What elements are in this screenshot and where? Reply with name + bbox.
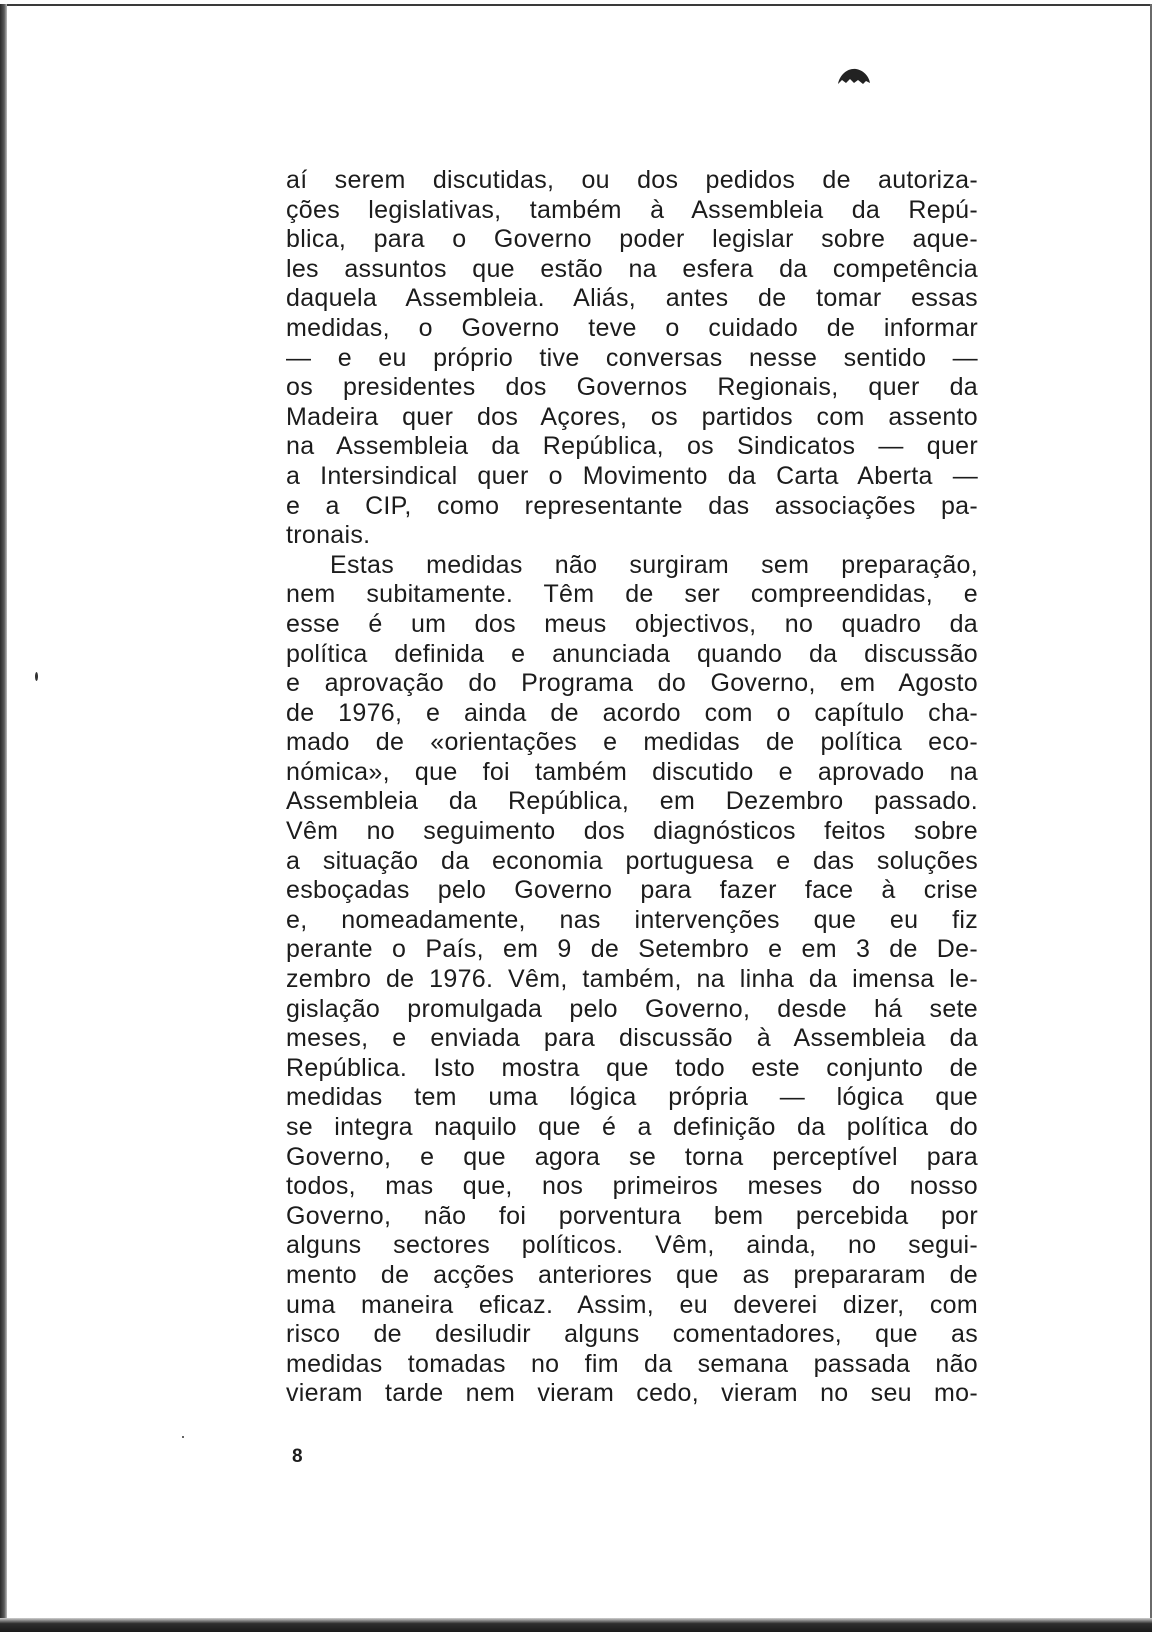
text-line: meses, e enviada para discussão à Assembleia da [286,1024,978,1053]
text-line: uma maneira eficaz. Assim, eu deverei dizer, com [286,1290,978,1319]
text-line: e a CIP, como representante das associações pa- [286,491,978,520]
text-line: alguns sectores políticos. Vêm, ainda, no segui- [286,1231,978,1260]
text-line: medidas tomadas no fim da semana passada não [286,1349,978,1378]
text-line: Vêm no seguimento dos diagnósticos feitos sobre [286,817,978,846]
scan-speck [35,672,38,681]
text-line: se integra naquilo que é a definição da política do [286,1113,978,1141]
text-line: esboçadas pelo Governo para fazer face à crise [286,876,978,905]
text-line: Governo, e que agora se torna perceptível para [286,1142,978,1171]
text-line: aí serem discutidas, ou dos pedidos de autoriza- [286,166,978,194]
text-line: daquela Assembleia. Aliás, antes de tomar essas [286,284,978,313]
scan-speck [182,1436,184,1438]
text-line: política definida e anunciada quando da discussão [286,639,978,668]
text-line: Assembleia da República, em Dezembro passado. [286,787,978,816]
text-line: gislação promulgada pelo Governo, desde há sete [286,994,978,1023]
text-line: les assuntos que estão na esfera da competência [286,254,978,283]
text-line: nem subitamente. Têm de ser compreendidas, e [286,580,978,609]
text-line: Estas medidas não surgiram sem preparação, [330,550,978,579]
text-line: perante o País, em 9 de Setembro e em 3 de De- [286,935,978,964]
text-line: a Intersindical quer o Movimento da Carta Aberta — [286,461,978,490]
text-line: mado de «orientações e medidas de política eco- [286,728,978,757]
text-line: os presidentes dos Governos Regionais, quer da [286,373,978,402]
text-line: zembro de 1976. Vêm, também, na linha da imensa le- [286,965,978,994]
body-text [286,166,978,1409]
text-line: e aprovação do Programa do Governo, em Agosto [286,669,978,698]
paragraph-1 [286,166,978,551]
scan-edge-top [0,4,1152,6]
text-line: medidas tem uma lógica própria — lógica que [286,1083,978,1112]
text-line: na Assembleia da República, os Sindicatos — quer [286,432,978,461]
text-line: — e eu próprio tive conversas nesse sentido — [286,343,978,372]
text-line: medidas, o Governo teve o cuidado de informar [286,313,978,342]
ink-blot-mark [836,64,872,86]
text-line: a situação da economia portuguesa e das soluções [286,846,978,875]
text-line: República. Isto mostra que todo este conjunto de [286,1053,978,1082]
text-line: nómica», que foi também discutido e aprovado na [286,757,978,786]
text-line: vieram tarde nem vieram cedo, vieram no seu mo- [286,1379,978,1408]
text-line: risco de desiludir alguns comentadores, que as [286,1320,978,1349]
text-line: Madeira quer dos Açores, os partidos com assento [286,402,978,431]
text-line: Governo, não foi porventura bem percebida por [286,1201,978,1230]
scan-edge-bottom [0,1618,1152,1632]
text-line: ções legislativas, também à Assembleia da Repú- [286,195,978,224]
text-line: blica, para o Governo poder legislar sobre aque- [286,225,978,254]
paragraph-2 [286,551,978,1409]
text-line: e, nomeadamente, nas intervenções que eu fiz [286,905,978,934]
scan-edge-left [0,4,7,1632]
page-number: 8 [292,1446,303,1467]
text-line: de 1976, e ainda de acordo com o capítulo cha- [286,698,978,727]
text-line: esse é um dos meus objectivos, no quadro da [286,609,978,638]
text-line: tronais. [286,521,371,550]
text-line: mento de acções anteriores que as prepararam de [286,1260,978,1289]
text-line: todos, mas que, nos primeiros meses do nosso [286,1172,978,1201]
